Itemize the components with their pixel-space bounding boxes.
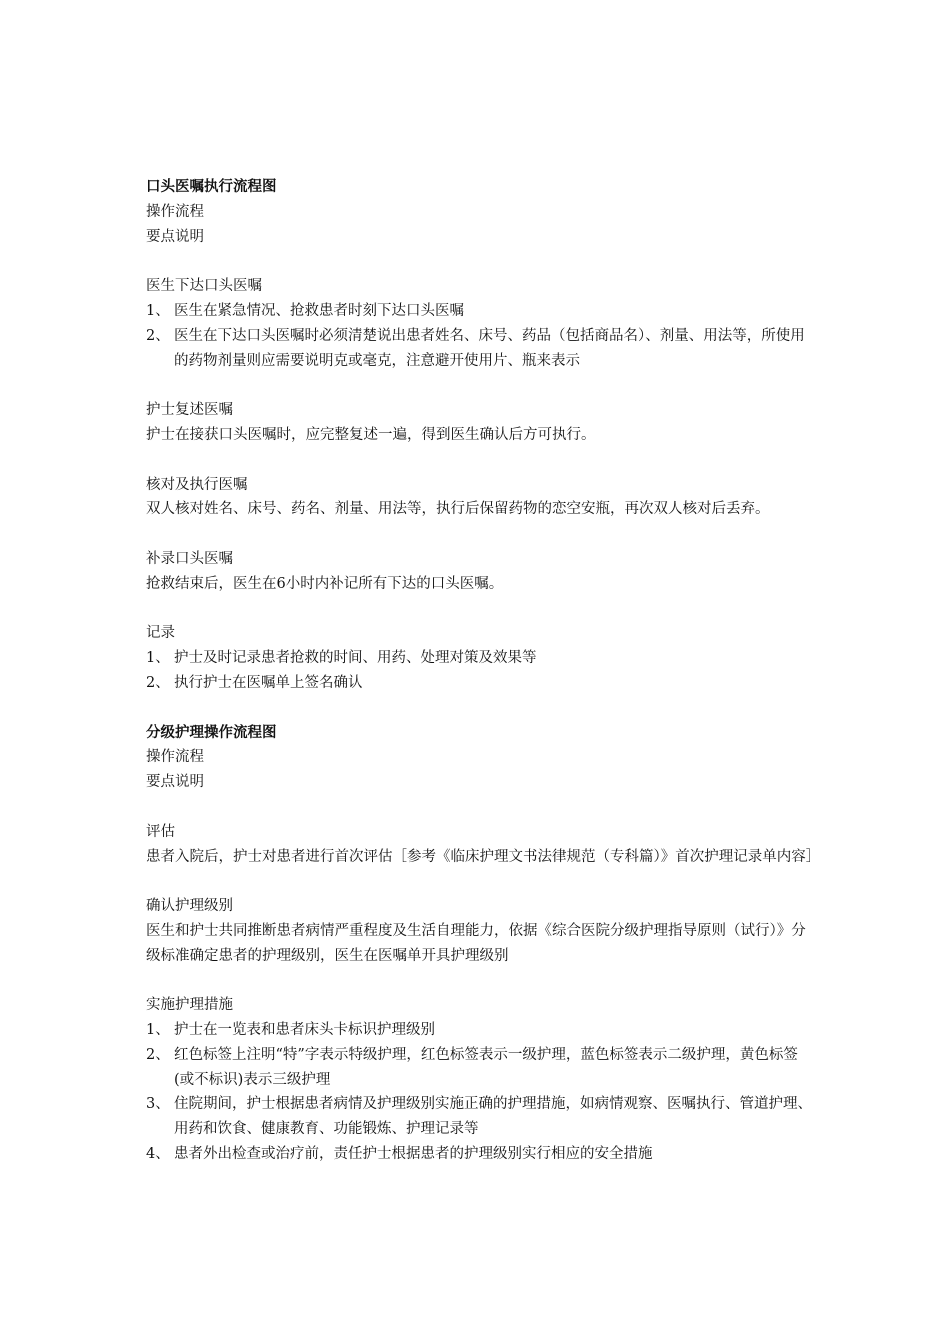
list-number: 1、 — [146, 650, 170, 667]
section2-title: 分级护理操作流程图 — [146, 723, 277, 741]
list-item — [146, 1018, 814, 1043]
spacer — [146, 249, 814, 274]
list-item — [146, 1142, 814, 1167]
list-text: 医生在下达口头医嘱时必须清楚说出患者姓名、床号、药品（包括商品名）、剂量、用法等，所使用的药物剂量则应需要说明克或毫克，注意避开使用片、瓶来表示 — [174, 327, 805, 369]
spacer — [146, 448, 814, 473]
section2-col-process: 操作流程 — [146, 749, 204, 766]
s1-step2-heading: 护士复述医嘱 — [146, 402, 233, 419]
s2-step2-heading: 确认护理级别 — [146, 898, 233, 915]
spacer — [146, 597, 814, 622]
list-text: 护士及时记录患者抢救的时间、用药、处理对策及效果等 — [174, 650, 537, 667]
s1-step1-heading: 医生下达口头医嘱 — [146, 278, 262, 295]
s1-step2-text: 护士在接获口头医嘱时，应完整复述一遍，得到医生确认后方可执行。 — [146, 426, 596, 443]
spacer — [146, 869, 814, 894]
s2-step3-heading: 实施护理措施 — [146, 997, 233, 1014]
spacer — [146, 522, 814, 547]
list-item — [146, 1043, 814, 1093]
list-text: 红色标签上注明“特”字表示特级护理，红色标签表示一级护理，蓝色标签表示二级护理，黄色标签(或不标识)表示三级护理 — [174, 1046, 798, 1088]
list-item — [146, 671, 814, 696]
s1-step4-heading: 补录口头医嘱 — [146, 550, 233, 567]
list-text: 执行护士在医嘱单上签名确认 — [174, 674, 363, 691]
list-number: 2、 — [146, 1046, 170, 1063]
spacer — [146, 696, 814, 721]
list-item — [146, 324, 814, 374]
list-text: 住院期间，护士根据患者病情及护理级别实施正确的护理措施，如病情观察、医嘱执行、管道护理、用药和饮食、健康教育、功能锻炼、护理记录等 — [174, 1096, 812, 1138]
section1-col-notes: 要点说明 — [146, 228, 204, 245]
document-body — [146, 175, 821, 1167]
list-number: 1、 — [146, 302, 170, 319]
list-text: 医生在紧急情况、抢救患者时刻下达口头医嘱 — [174, 302, 464, 319]
section1-title: 口头医嘱执行流程图 — [146, 178, 277, 195]
spacer — [146, 373, 814, 398]
list-text: 患者外出检查或治疗前，责任护士根据患者的护理级别实行相应的安全措施 — [174, 1146, 653, 1163]
s1-step5-heading: 记录 — [146, 625, 175, 642]
s1-step4-text: 抢救结束后，医生在6小时内补记所有下达的口头医嘱。 — [146, 575, 504, 592]
s1-step3-text: 双人核对姓名、床号、药名、剂量、用法等，执行后保留药物的恋空安瓶，再次双人核对后丢弃。 — [146, 501, 770, 518]
s1-step3-heading: 核对及执行医嘱 — [146, 476, 248, 493]
section1-col-process: 操作流程 — [146, 203, 204, 220]
spacer — [146, 969, 814, 994]
spacer — [146, 795, 814, 820]
s2-step1-text: 患者入院后，护士对患者进行首次评估［参考《临床护理文书法律规范（专科篇）》首次护理记录单内容］ — [146, 848, 821, 865]
s2-step2-text: 医生和护士共同推断患者病情严重程度及生活自理能力，依据《综合医院分级护理指导原则（试行）》分级标准确定患者的护理级别，医生在医嘱单开具护理级别 — [146, 922, 806, 964]
list-item — [146, 646, 814, 671]
list-number: 2、 — [146, 327, 170, 344]
list-number: 3、 — [146, 1096, 170, 1113]
list-text: 护士在一览表和患者床头卡标识护理级别 — [174, 1022, 435, 1039]
list-number: 4、 — [146, 1146, 170, 1163]
section2-col-notes: 要点说明 — [146, 774, 204, 791]
list-number: 1、 — [146, 1022, 170, 1039]
s2-step1-heading: 评估 — [146, 823, 175, 840]
list-number: 2、 — [146, 674, 170, 691]
list-item — [146, 1092, 814, 1142]
list-item — [146, 299, 814, 324]
